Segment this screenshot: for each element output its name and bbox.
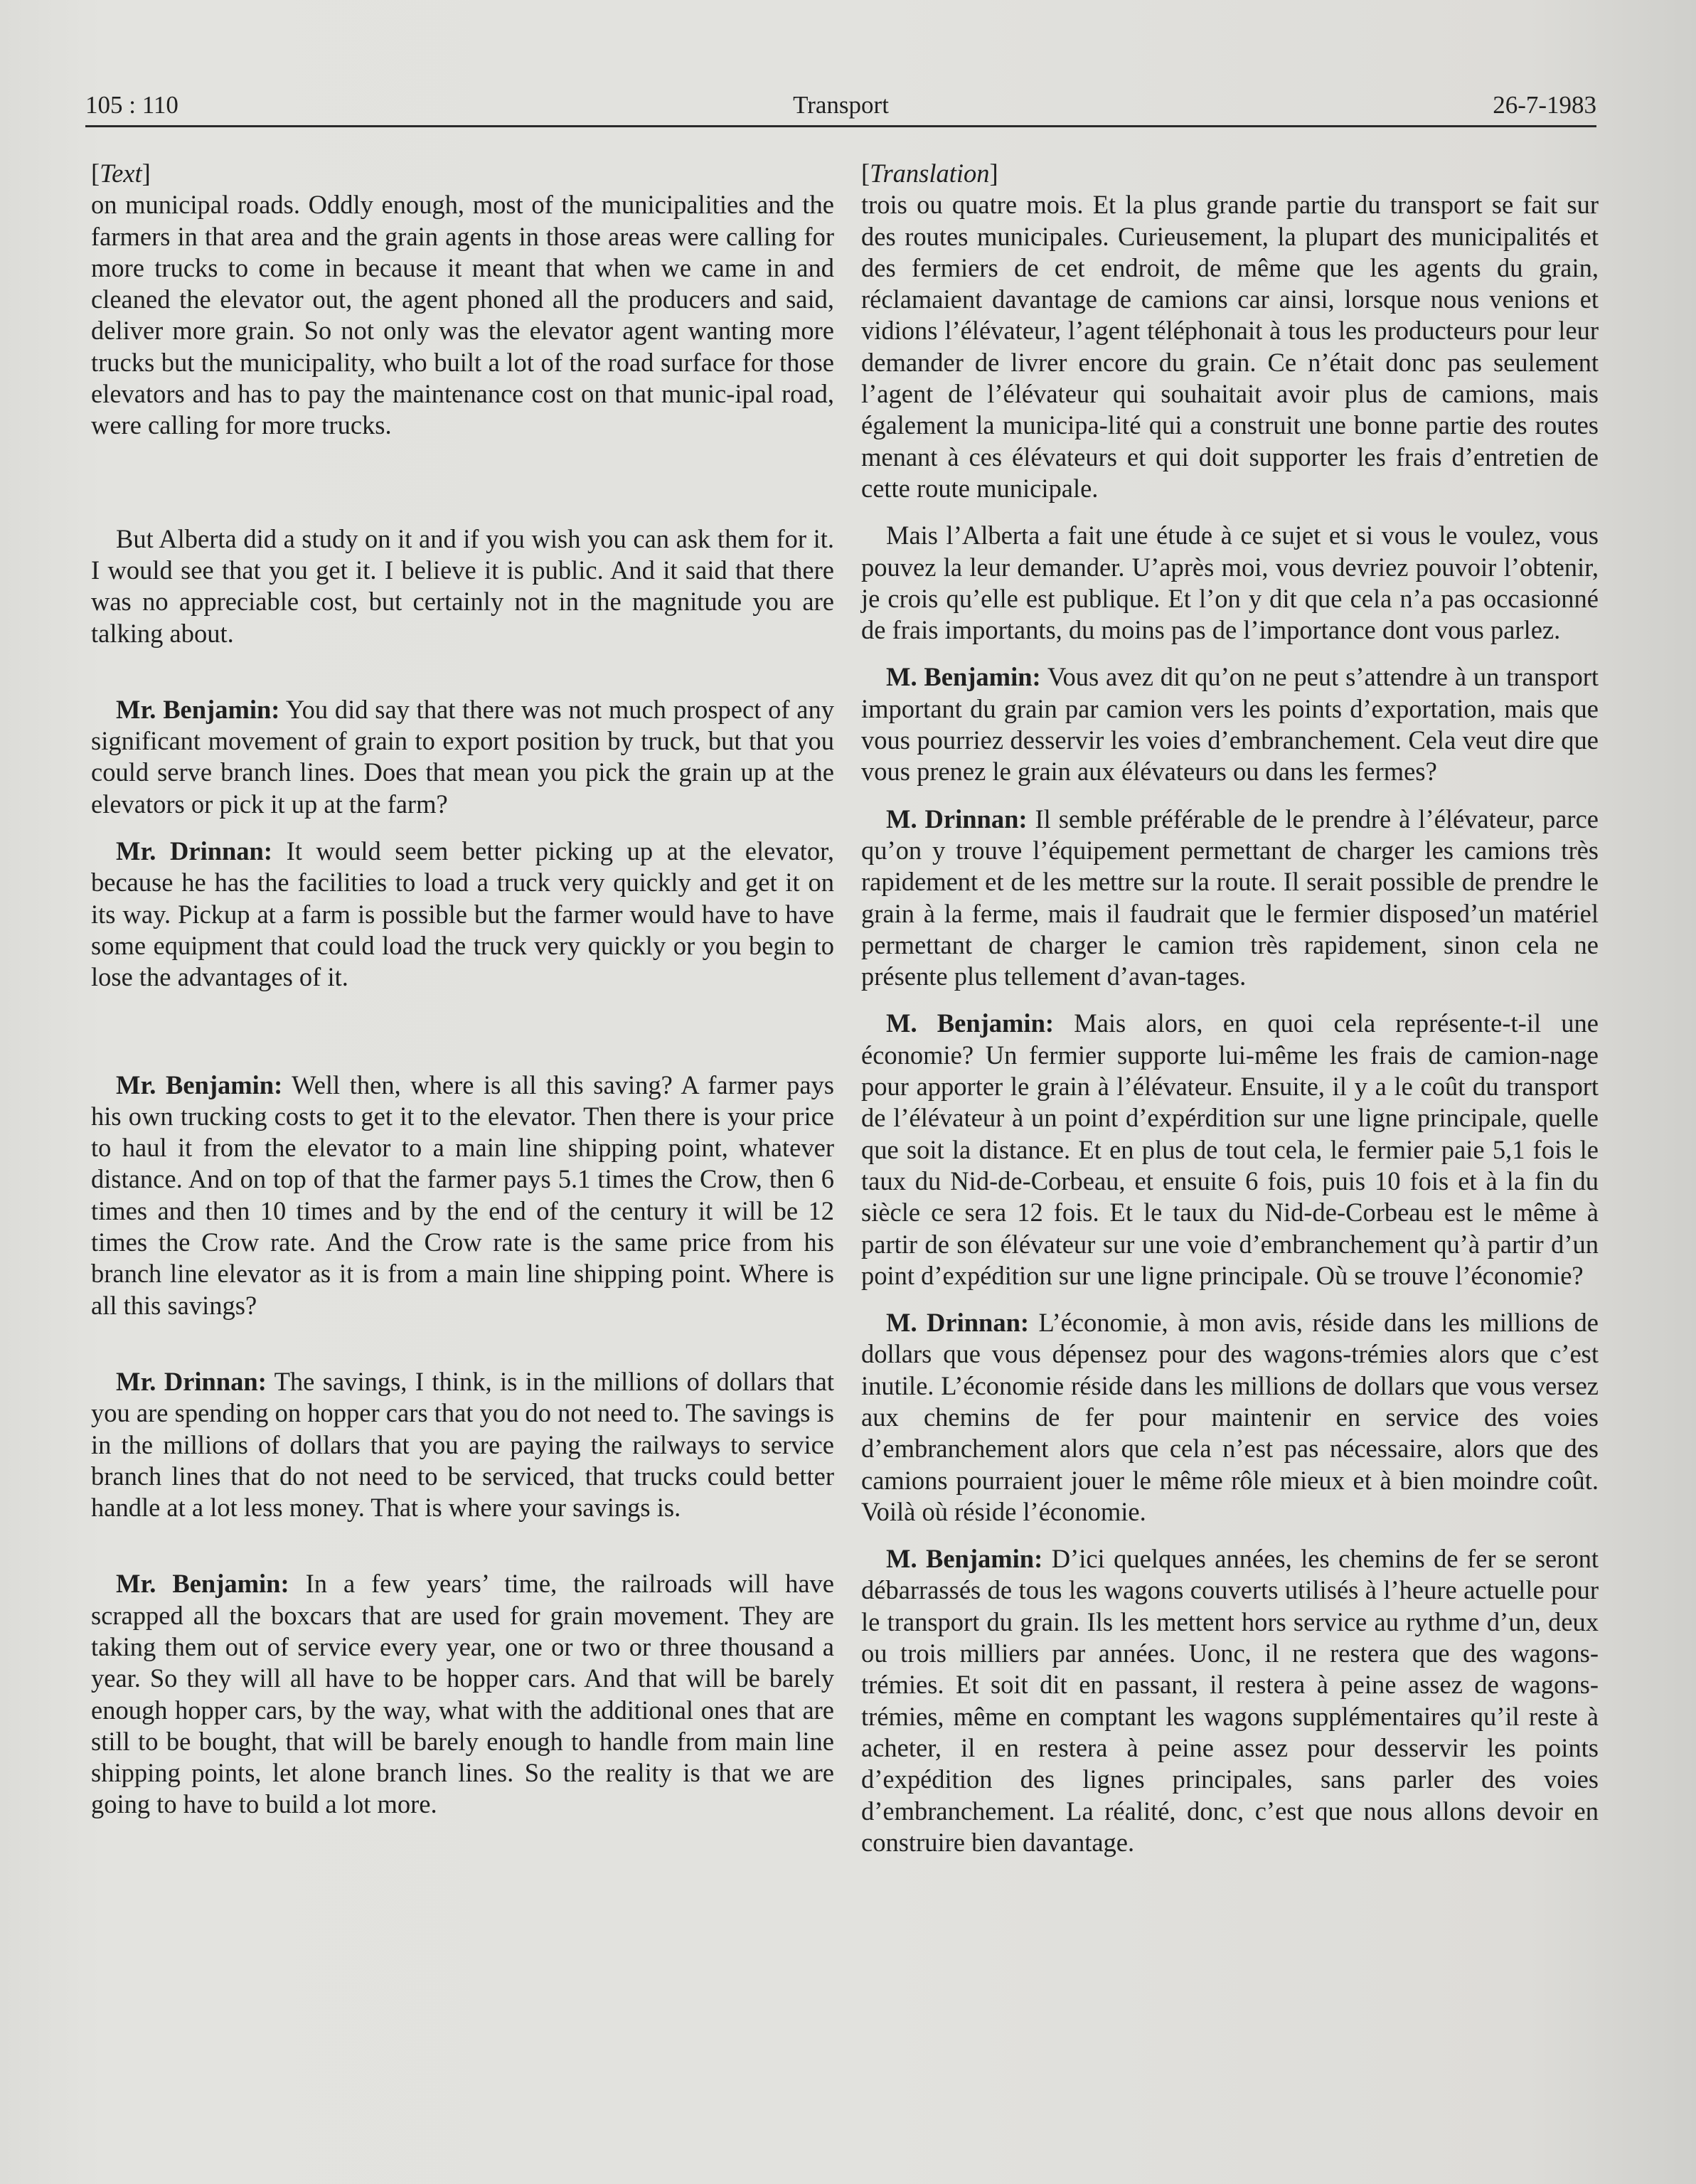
speaker-name: Mr. Benjamin: [116, 1070, 283, 1099]
header-rule [85, 125, 1596, 127]
paragraph: M. Benjamin: Vous avez dit qu’on ne peut s’attendre à un transport important du grain par camion vers les points d’exportation, mais que vous pourriez desservir les voies d’embranchement. Cela veut dire que vous prenez le grain aux élévateurs ou dans les fermes? [861, 662, 1599, 787]
paragraph: But Alberta did a study on it and if you wish you can ask them for it. I would see that you get it. I believe it is public. And it said that there was no appreciable cost, but certainly not in the magnitude you are talking about. [91, 523, 834, 648]
speaker-name: M. Benjamin: [886, 1544, 1043, 1574]
paragraph: Mr. Benjamin: You did say that there was not much prospect of any significant movement of grain to export position by truck, but that you could serve branch lines. Does that mean you pick the grain up at the elevators or pick it up at the farm? [91, 694, 834, 819]
speaker-name: Mr. Drinnan: [116, 1366, 267, 1396]
page-header [85, 87, 1596, 124]
speaker-name: M. Drinnan: [886, 804, 1028, 833]
speaker-name: M. Benjamin: [886, 1008, 1055, 1038]
french-column [861, 158, 1599, 1858]
page-date: 26-7-1983 [1493, 91, 1596, 119]
english-column [91, 158, 834, 1821]
paragraph: Mr. Benjamin: Well then, where is all this saving? A farmer pays his own trucking costs to get it to the elevator. Then there is your price to haul it from the elevator to a main line shipping point, whatever distance. And on top of that the farmer pays 5.1 times the Crow, then 6 times and then 10 times and by the end of the century it will be 12 times the Crow rate. And the Crow rate is the same price from his branch line elevator as it is from a main line shipping point. Where is all this savings? [91, 1070, 834, 1320]
paragraph: Mr. Drinnan: The savings, I think, is in the millions of dollars that you are spending on hopper cars that you do not need to. The savings is in the millions of dollars that you are paying the railways to service branch lines that do not need to be serviced, that trucks could better handle at a lot less money. That is where your savings is. [91, 1366, 834, 1523]
paragraph: trois ou quatre mois. Et la plus grande partie du transport se fait sur des routes municipales. Curieusement, la plupart des municipalités et des fermiers de cet endroit, de même que les agents du grain, réclamaient davantage de camions car ainsi, lorsque nous venions et vidions l’élévateur, l’agent téléphonait à tous les producteurs pour leur demander de livrer encore du grain. Ce n’était donc pas seulement l’agent de l’élévateur qui souhaitait avoir plus de camions, mais également la municipa-lité qui a construit une bonne partie des routes menant à ces élévateurs et qui doit supporter les frais d’entretien de cette route municipale. [861, 190, 1599, 503]
speaker-name: Mr. Benjamin: [116, 694, 280, 724]
speaker-name: Mr. Drinnan: [116, 836, 273, 866]
paragraph: M. Benjamin: D’ici quelques années, les chemins de fer se seront débarrassés de tous les wagons couverts utilisés à l’heure actuelle pour le transport du grain. Ils les mettent hors service au rythme d’un, deux ou trois milliers par années. Uonc, il ne restera que des wagons-trémies. Et soit dit en passant, il restera à peine assez de wagons-trémies, même en comptant les wagons supplémentaires qu’il reste à acheter, il en restera à peine assez pour desservir les points d’expédition des lignes principales, sans parler des voies d’embranchement. La réalité, donc, c’est que nous allons devoir en construire bien davantage. [861, 1544, 1599, 1857]
speaker-name: M. Drinnan: [886, 1308, 1030, 1338]
paragraph: M. Drinnan: L’économie, à mon avis, réside dans les millions de dollars que vous dépensez pour des wagons-trémies alors que c’est inutile. L’économie réside dans les millions de dollars que vous versez aux chemins de fer pour maintenir en service des voies d’embranchement alors que cela n’est pas nécessaire, alors que des camions pourraient jouer le même rôle mieux et à bien moindre coût. Voilà où réside l’économie. [861, 1308, 1599, 1526]
paragraph: M. Drinnan: Il semble préférable de le prendre à l’élévateur, parce qu’on y trouve l’équipement permettant de charger les camions très rapidement et de les mettre sur la route. Il serait possible de prendre le grain à la ferme, mais il faudrait que le fermier disposed’un matériel permettant de charger le camion très rapidement, sinon cela ne présente plus tellement d’avan-tages. [861, 804, 1599, 991]
column-label-translation: [Translation] [861, 159, 998, 188]
paragraph: Mr. Benjamin: In a few years’ time, the railroads will have scrapped all the boxcars that are used for grain movement. They are taking them out of service every year, one or two or three thousand a year. So they will all have to be hopper cars. And that will be barely enough hopper cars, by the way, what with the additional ones that are still to be bought, that will be barely enough to handle from main line shipping points, let alone branch lines. So the reality is that we are going to have to build a lot more. [91, 1569, 835, 1819]
paragraph: Mr. Drinnan: It would seem better picking up at the elevator, because he has the facilities to load a truck very quickly and get it on its way. Pickup at a farm is possible but the farmer would have to have some equipment that could load the truck very quickly or you begin to lose the advantages of it. [91, 836, 835, 992]
paragraph: M. Benjamin: Mais alors, en quoi cela représente-t-il une économie? Un fermier supporte lui-même les frais de camion-nage pour apporter le grain à l’élévateur. Ensuite, il y a le coût du transport de l’élévateur à un point d’expérdition sur une ligne principale, quelle que soit la distance. Et en plus de tout cela, le fermier paie 5,1 fois le taux du Nid-de-Corbeau, et ensuite 6 fois, puis 10 fois et à la fin du siècle ce sera 12 fois. Et le taux du Nid-de-Corbeau est le même à partir de son élévateur sur une voie d’embranchement qu’à partir d’un point d’expédition sur une ligne principale. Où se trouve l’économie? [861, 1008, 1599, 1290]
speaker-name: Mr. Benjamin: [116, 1569, 289, 1599]
page-reference: 105 : 110 [85, 91, 178, 119]
paragraph: Mais l’Alberta a fait une étude à ce sujet et si vous le voulez, vous pouvez la leur demander. U’après moi, vous devriez pouvoir l’obtenir, je crois qu’elle est publique. Et l’on y dit que cela n’a pas occasionné de frais importants, du moins pas de l’importance dont vous parlez. [861, 521, 1599, 645]
speaker-name: M. Benjamin: [886, 662, 1041, 692]
column-label-text: [Text] [91, 159, 151, 188]
paragraph: on municipal roads. Oddly enough, most of the municipalities and the farmers in that area and the grain agents in those areas were calling for more trucks to come in because it meant that when we came in and cleaned the elevator out, the agent phoned all the producers and said, deliver more grain. So not only was the elevator agent wanting more trucks but the municipality, who built a lot of the road surface for those elevators and has to pay the maintenance cost on that munic-ipal road, were calling for more trucks. [91, 190, 834, 440]
page-title: Transport [793, 91, 889, 119]
